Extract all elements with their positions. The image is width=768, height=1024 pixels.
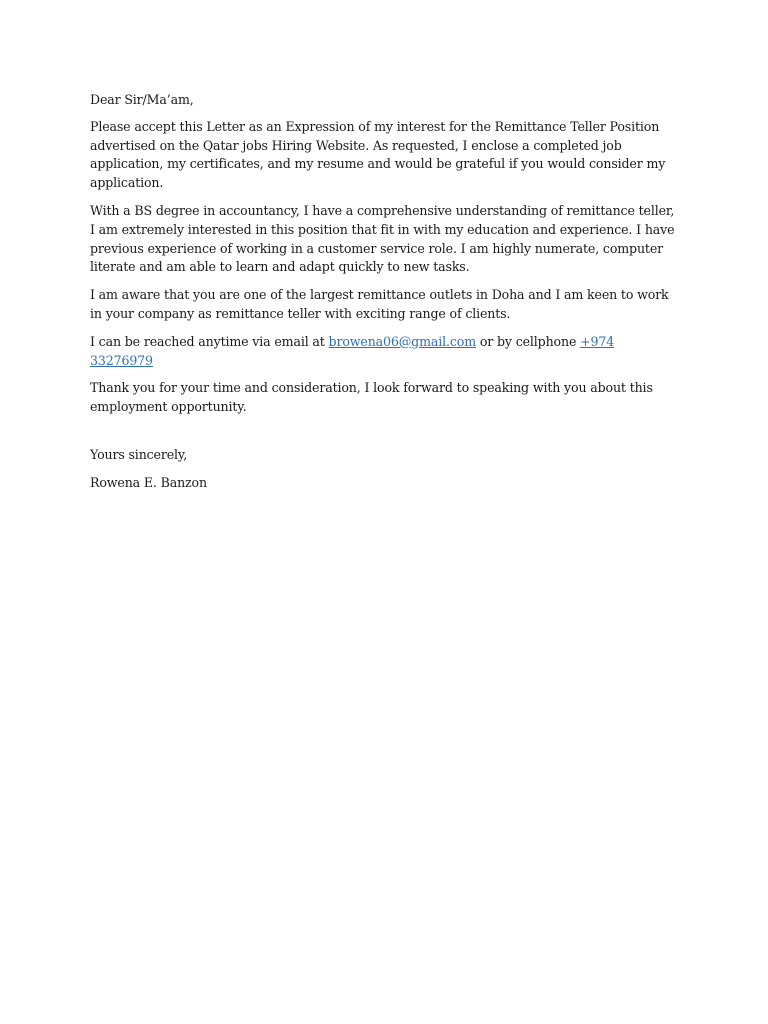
closing: Yours sincerely, xyxy=(90,446,188,462)
contact-prefix: I can be reached anytime via email at xyxy=(90,333,329,349)
paragraph-qualifications: With a BS degree in accountancy, I have a comprehensive understanding of remittance teller, I am extremely interested in this position that fit in with my education and experience. I have previous experience of working in a customer service role. I am highly numerate, computer literate and am able to learn and adapt quickly to new tasks. xyxy=(90,202,675,275)
contact-middle: or by cellphone xyxy=(475,333,581,349)
paragraph-company: I am aware that you are one of the largest remittance outlets in Doha and I am keen to work in your company as remittance teller with exciting range of clients. xyxy=(90,287,669,321)
phone-link[interactable]: +974 33276979 xyxy=(90,333,615,368)
signature-name: Rowena E. Banzon xyxy=(90,474,207,490)
paragraph-intro: Please accept this Letter as an Expression of my interest for the Remittance Teller Position advertised on the Qatar jobs Hiring Website. As requested, I enclose a completed job application, my certificates, and my resume and would be grateful if you would consider my application. xyxy=(90,118,666,191)
salutation: Dear Sir/Ma’am, xyxy=(90,92,194,107)
cover-letter xyxy=(90,91,680,502)
paragraph-thanks: Thank you for your time and consideration, I look forward to speaking with you about this employment opportunity. xyxy=(90,380,653,415)
email-link[interactable]: browena06@gmail.com xyxy=(328,333,476,349)
paragraph-contact xyxy=(90,333,680,371)
